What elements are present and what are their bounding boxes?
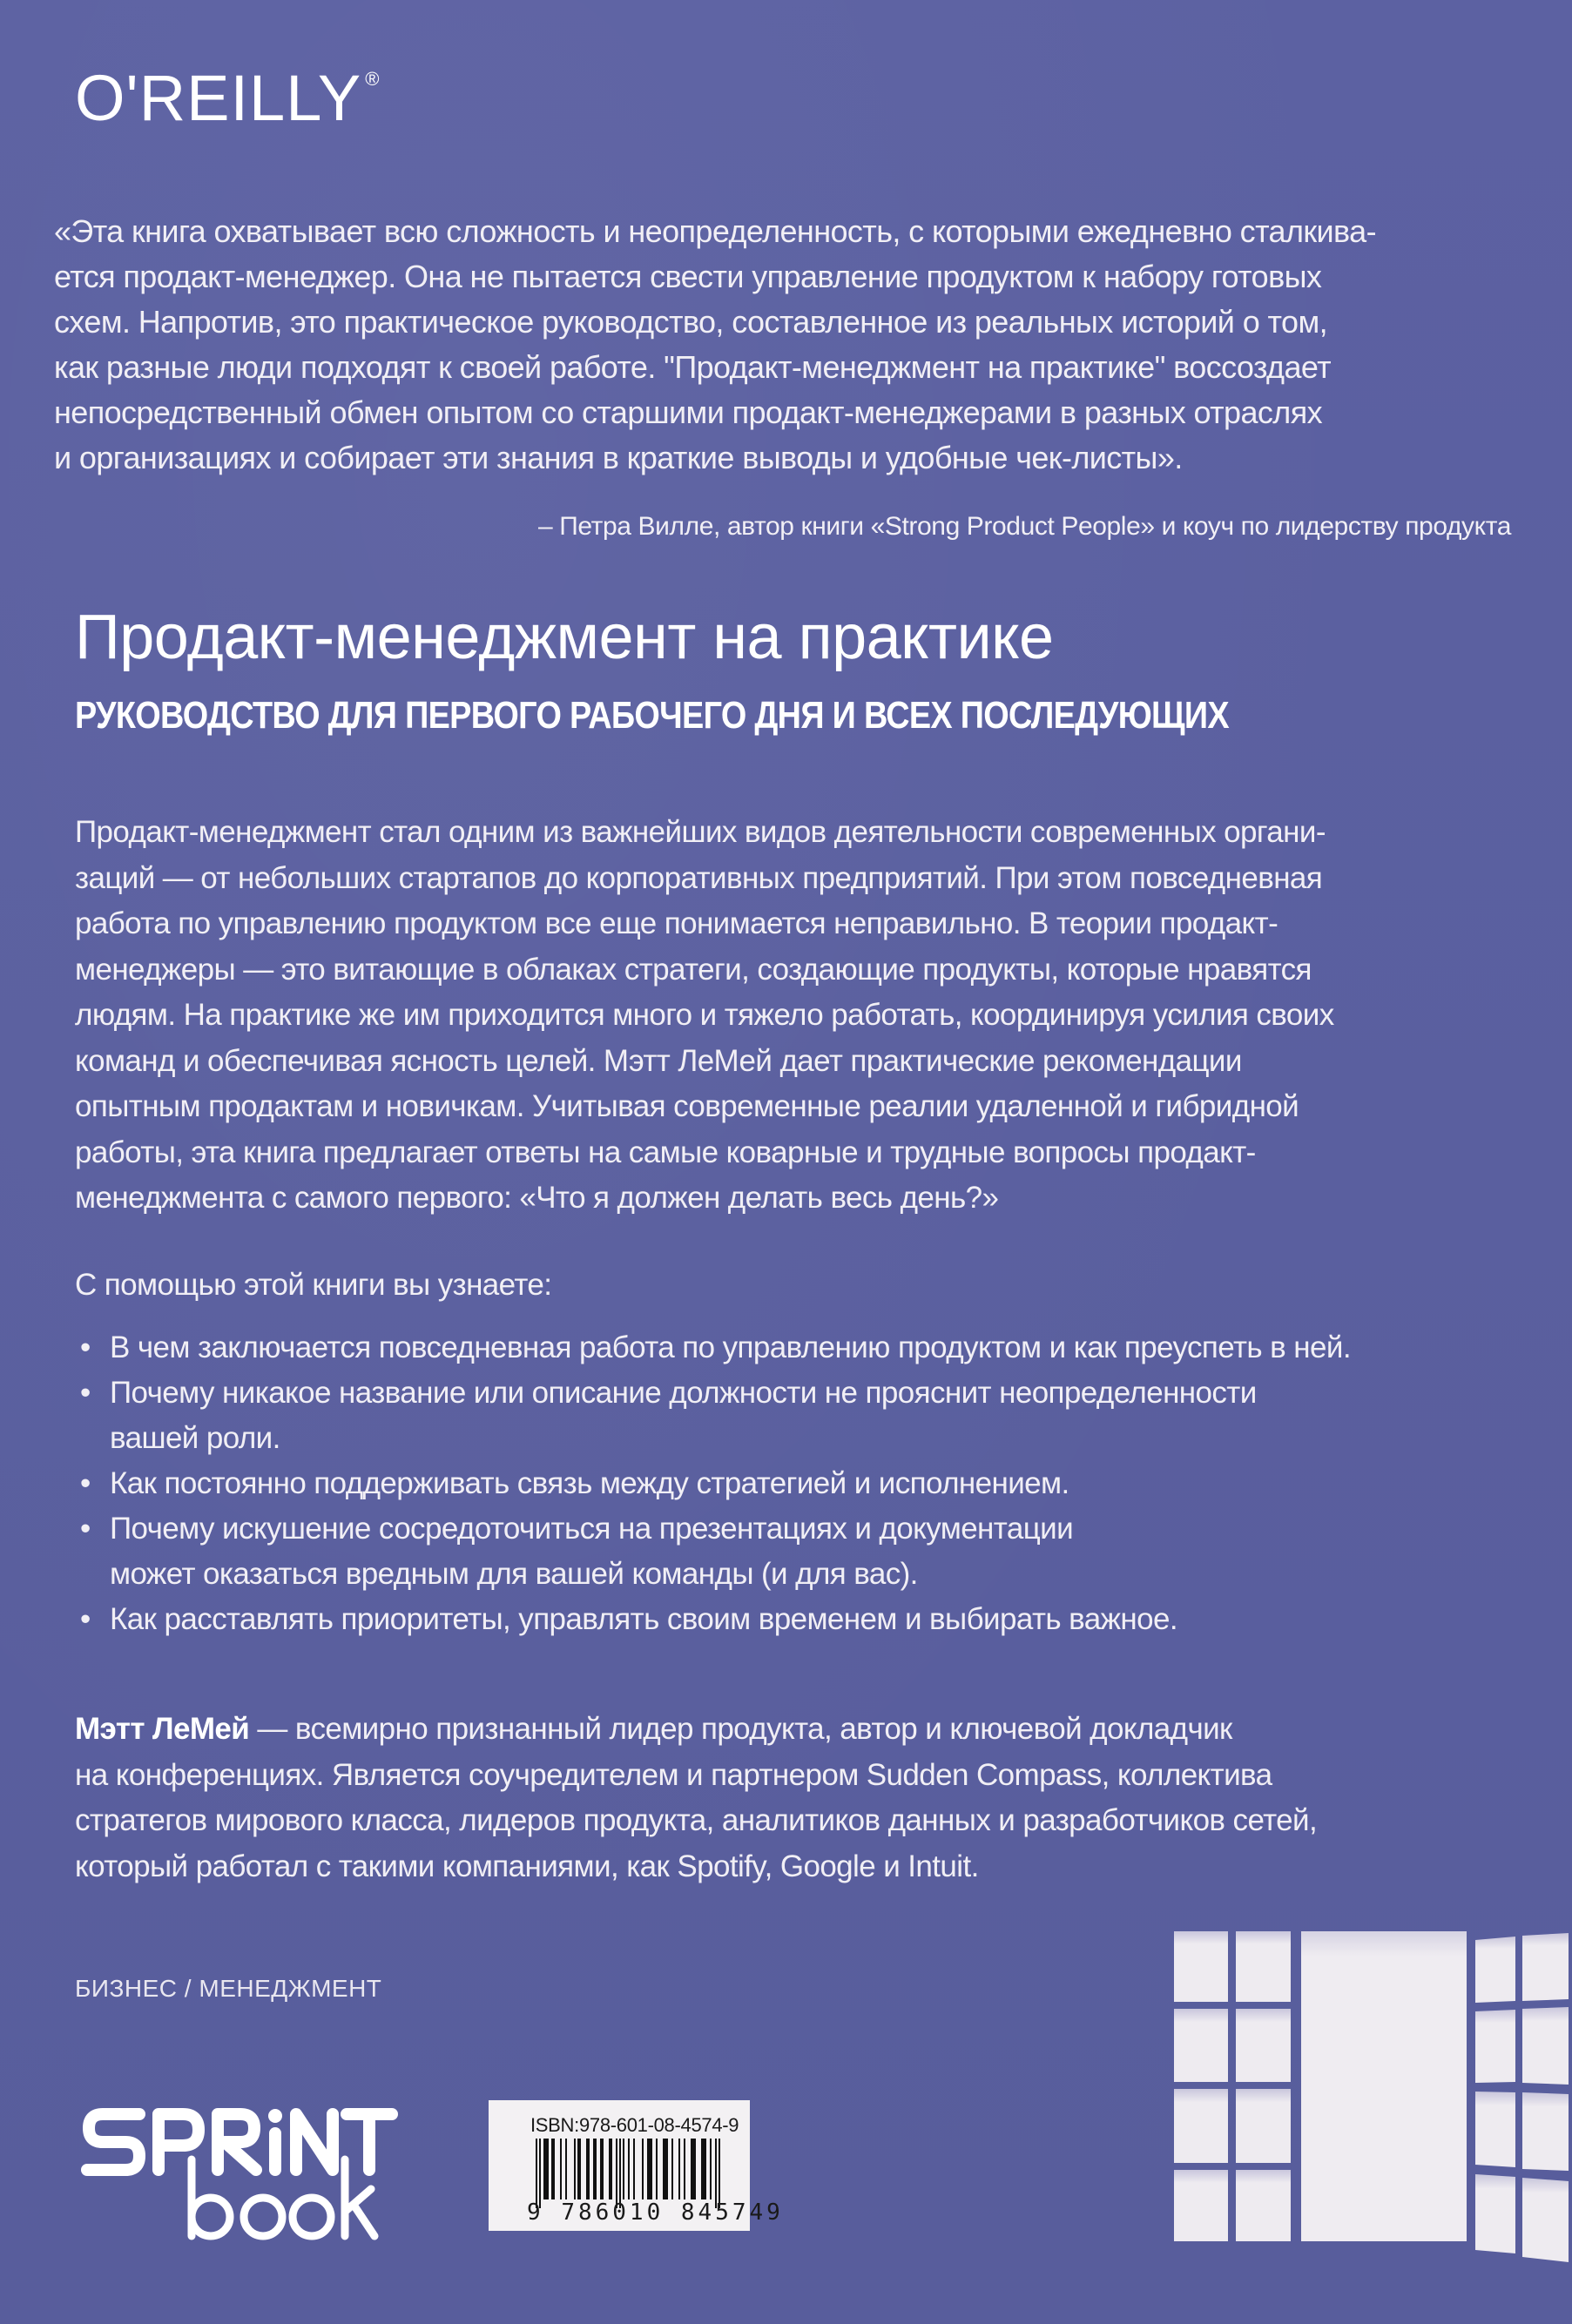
quote-line: непосредственный обмен опытом со старшими продакт-менеджерами в разных отраслях [54,394,1323,430]
quote-line: как разные люди подходят к своей работе. "Продакт-менеджмент на практике" воссоздает [54,349,1331,385]
list-item-text: Как расставлять приоритеты, управлять своим временем и выбирать важное. [110,1602,1178,1636]
list-item [75,1506,1521,1597]
window-icon [1167,1924,1572,2290]
sprint-book-logo [78,2098,401,2247]
list-item [75,1461,1521,1506]
description-line: менеджеры — это витающие в облаках стратеги, создающие продукты, которые нравятся [75,952,1312,987]
author-bio-line: стратегов мирового класса, лидеров продукта, аналитиков данных и разработчиков сетей, [75,1803,1318,1837]
bullet-icon: • [80,1466,91,1500]
quote-line: «Эта книга охватывает всю сложность и неопределенность, с которыми ежедневно сталкива- [54,213,1376,249]
description-line: опытным продактам и новичкам. Учитывая современные реалии удаленной и гибридной [75,1089,1299,1123]
quote-line: ется продакт-менеджер. Она не пытается свести управление продуктом к набору готовых [54,259,1322,294]
barcode-digit-first: 9 [527,2199,544,2226]
list-item [75,1325,1521,1371]
author-bio [75,1707,1521,1890]
list-item-text: Почему искушение сосредоточиться на презентациях и документации [110,1512,1074,1546]
learn-intro: С помощью этой книги вы узнаете: [75,1268,552,1302]
bullet-icon: • [80,1512,91,1546]
list-item-text: В чем заключается повседневная работа по управлению продуктом и как преуспеть в ней. [110,1330,1351,1364]
barcode-digits-group2: 845749 [680,2199,784,2226]
author-name: Мэтт ЛеМей [75,1712,250,1746]
barcode-icon [523,2139,732,2208]
bullet-icon: • [80,1376,91,1410]
description-line: команд и обеспечивая ясность целей. Мэтт ЛеМей дает практические рекомендации [75,1043,1242,1078]
bullet-icon: • [80,1602,91,1636]
book-description [75,810,1521,1222]
list-item-text: Как постоянно поддерживать связь между стратегией и исполнением. [110,1466,1069,1500]
list-item-text: может оказаться вредным для вашей команды (и для вас). [110,1557,918,1591]
sprint-book-logo-icon [78,2098,401,2247]
author-bio-line [75,1707,1521,1753]
list-item [75,1597,1521,1642]
description-line: людям. На практике же им приходится много и тяжело работать, координируя усилия своих [75,998,1334,1032]
registered-mark-icon: ® [365,68,381,90]
description-line: работы, эта книга предлагает ответы на самые коварные и трудные вопросы продакт- [75,1135,1256,1169]
quote-line: схем. Напротив, это практическое руководство, составленное из реальных историй о том, [54,304,1328,340]
open-window-illustration [1167,1924,1572,2290]
book-title: Продакт-менеджмент на практике [75,603,1054,672]
description-line: Продакт-менеджмент стал одним из важнейших видов деятельности современных органи- [75,815,1326,849]
bullet-icon: • [80,1330,91,1364]
list-item [75,1371,1521,1461]
learn-list [75,1325,1521,1642]
barcode-digits [527,2199,784,2226]
author-bio-line: на конференциях. Является соучредителем и партнером Sudden Compass, коллектива [75,1757,1272,1792]
barcode-digits-group1: 786010 [561,2199,665,2226]
endorsement-quote [54,209,1517,481]
oreilly-logo [75,62,381,134]
author-bio-line: который работал с такими компаниями, как Spotify, Google и Intuit. [75,1849,979,1883]
description-line: заций — от небольших стартапов до корпоративных предприятий. При этом повседневная [75,860,1323,895]
book-subtitle: РУКОВОДСТВО ДЛЯ ПЕРВОГО РАБОЧЕГО ДНЯ И ВСЕХ ПОСЛЕДУЮЩИХ [75,694,1229,737]
isbn-barcode [489,2100,784,2231]
list-item-text: вашей роли. [110,1421,280,1455]
description-line: менеджмента с самого первого: «Что я должен делать весь день?» [75,1181,999,1215]
list-item-text: Почему никакое название или описание должности не прояснит неопределенности [110,1376,1257,1410]
quote-attribution: – Петра Вилле, автор книги «Strong Product People» и коуч по лидерству продукта [538,512,1511,541]
description-line: работа по управлению продуктом все еще понимается неправильно. В теории продакт- [75,906,1279,940]
oreilly-logo-text: O'REILLY [75,62,362,134]
book-category: БИЗНЕС / МЕНЕДЖМЕНТ [75,1975,382,2002]
isbn-label: ISBN:978-601-08-4574-9 [530,2114,739,2136]
author-bio-text: — всемирно признанный лидер продукта, автор и ключевой докладчик [249,1712,1232,1746]
quote-line: и организациях и собирает эти знания в краткие выводы и удобные чек-листы». [54,440,1183,475]
